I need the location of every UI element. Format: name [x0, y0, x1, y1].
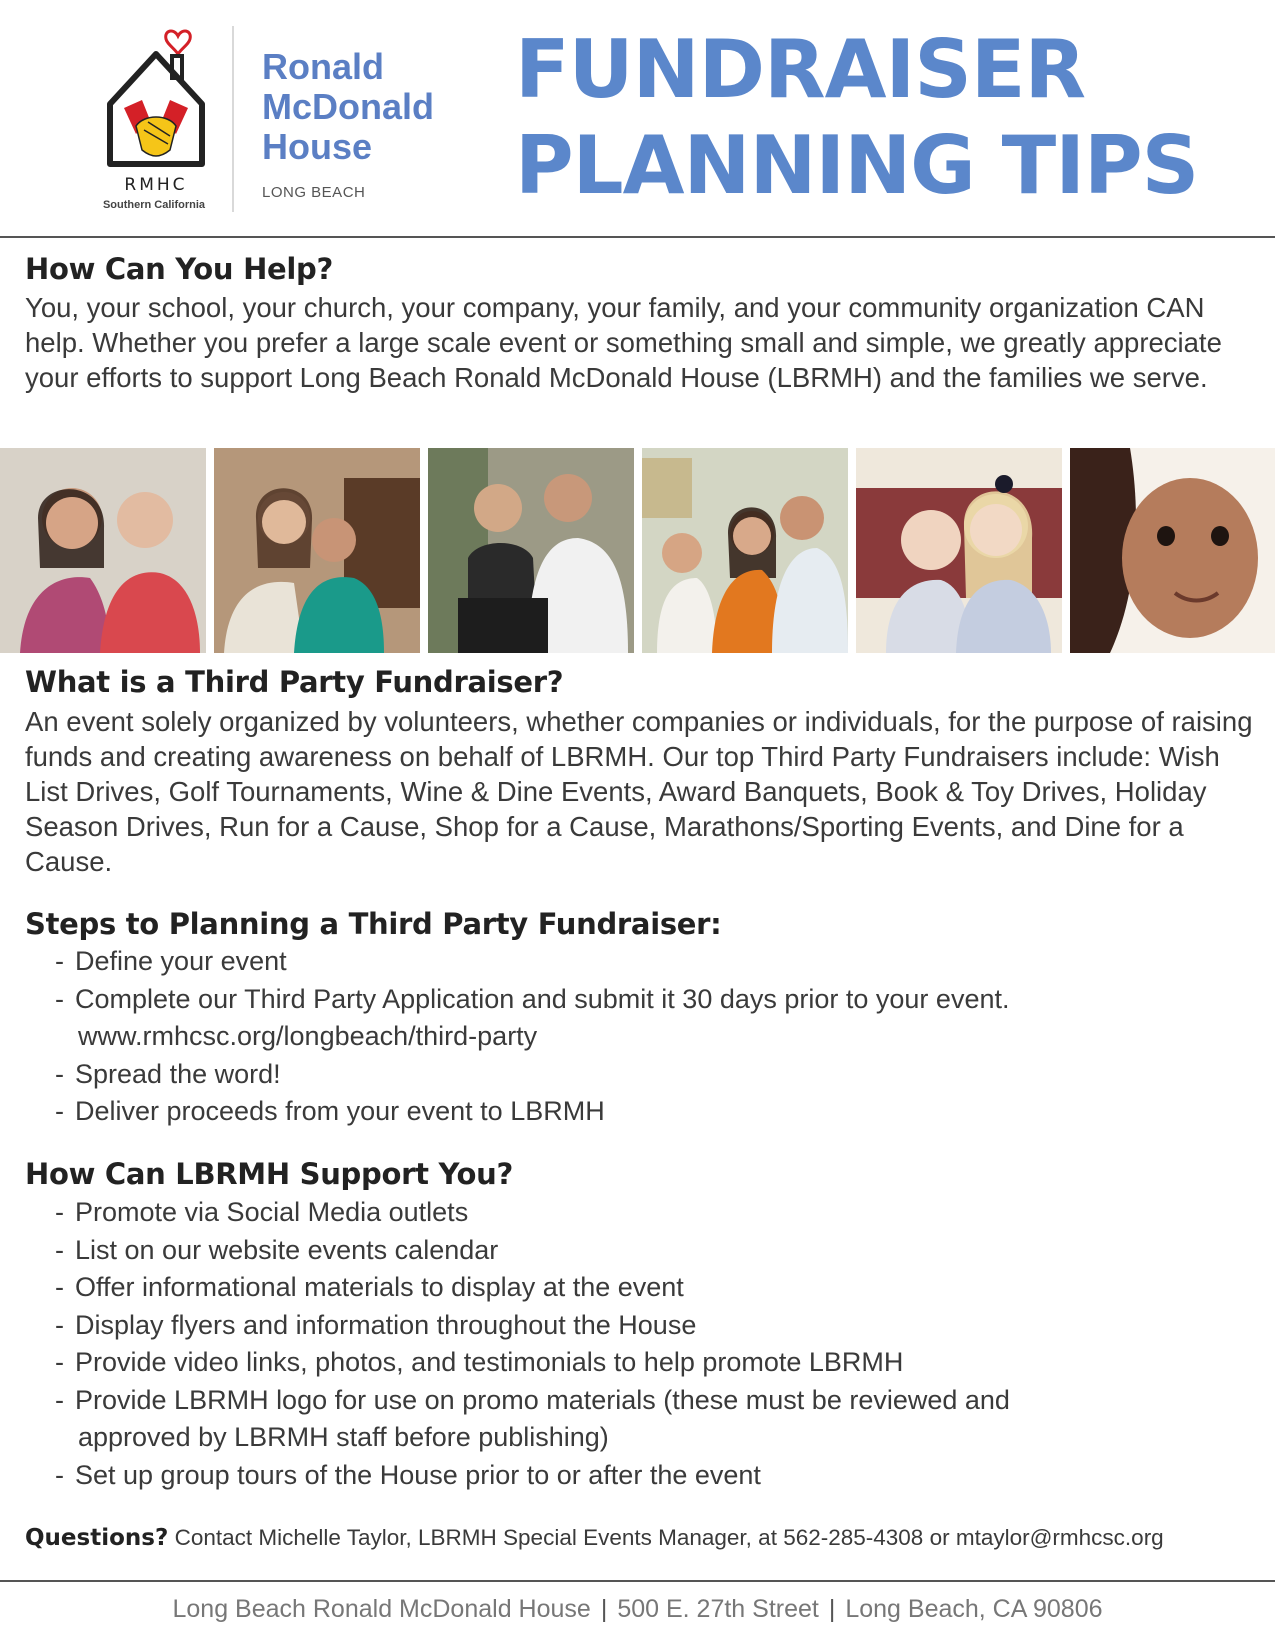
list-item: - List on our website events calendar: [55, 1232, 1255, 1270]
photo-baby-image: [1070, 448, 1275, 653]
footer: [0, 1595, 1275, 1624]
photo-baby: [1070, 448, 1275, 653]
questions-contact[interactable]: Contact Michelle Taylor, LBRMH Special Events Manager, at 562-285-4308 or mtaylor@rmhcsc.org: [174, 1525, 1164, 1550]
footer-divider: [0, 1580, 1275, 1582]
steps-list: [55, 943, 1255, 1131]
list-item: - Promote via Social Media outlets: [55, 1194, 1255, 1232]
footer-street: 500 E. 27th Street: [617, 1595, 819, 1623]
page-title: [515, 22, 1198, 214]
title-line-1: FUNDRAISER: [515, 23, 1086, 116]
photo-mother-son: [214, 448, 420, 653]
support-heading: How Can LBRMH Support You?: [25, 1157, 513, 1191]
house-name-line: McDonald: [262, 86, 435, 127]
house-name: [262, 47, 434, 167]
list-item: - Set up group tours of the House prior to or after the event: [55, 1457, 1255, 1495]
house-name-line: House: [262, 126, 373, 167]
questions-line: [25, 1525, 1164, 1551]
logo-divider: [232, 26, 234, 212]
footer-org: Long Beach Ronald McDonald House: [172, 1595, 591, 1623]
list-item: - Provide video links, photos, and testimonials to help promote LBRMH: [55, 1344, 1255, 1382]
title-line-2: PLANNING TIPS: [515, 119, 1199, 212]
house-name-line: Ronald: [262, 46, 384, 87]
list-item: - Spread the word!: [55, 1056, 1255, 1094]
photo-family-reading: [642, 448, 848, 653]
photo-mother-son-image: [214, 448, 420, 653]
photo-two-women-image: [0, 448, 206, 653]
rmhc-region: Southern California: [102, 199, 206, 211]
third-party-heading: What is a Third Party Fundraiser?: [25, 665, 564, 699]
support-list: [55, 1194, 1255, 1494]
steps-heading: Steps to Planning a Third Party Fundraiser:: [25, 907, 722, 941]
list-item: [55, 981, 1255, 1056]
list-item-text: Provide LBRMH logo for use on promo materials (these must be reviewed and: [75, 1384, 1010, 1415]
photo-two-girls: [856, 448, 1062, 653]
third-party-body: An event solely organized by volunteers, whether companies or individuals, for the purpose of raising funds and creating awareness on behalf of LBRMH. Our top Third Party Fundraisers include: Wish List Drives, Golf Tournaments, Wine & Dine Events, Award Banquets, Book & Toy Drives, Holiday Season Drives, Run for a Cause, Shop for a Cause, Marathons/Sporting Events, and Dine for a Cause.: [25, 706, 1253, 877]
photo-two-women: [0, 448, 206, 653]
rmhc-abbrev: RMHC: [124, 175, 188, 195]
footer-city: Long Beach, CA 90806: [845, 1595, 1103, 1623]
list-item: - Offer informational materials to display at the event: [55, 1269, 1255, 1307]
rmhc-logo: [96, 22, 231, 212]
footer-separator: |: [600, 1595, 608, 1623]
photo-strip: [0, 448, 1275, 653]
list-item: [55, 1382, 1255, 1457]
questions-label: Questions?: [25, 1525, 169, 1551]
list-item: - Display flyers and information throughout the House: [55, 1307, 1255, 1345]
photo-family-reading-image: [642, 448, 848, 653]
help-heading: How Can You Help?: [25, 252, 334, 286]
list-item: - Deliver proceeds from your event to LBRMH: [55, 1093, 1255, 1131]
footer-separator: |: [828, 1595, 836, 1623]
photo-father-son: [428, 448, 634, 653]
list-item: - Define your event: [55, 943, 1255, 981]
list-item-text: Complete our Third Party Application and submit it 30 days prior to your event.: [75, 983, 1010, 1014]
photo-father-son-image: [428, 448, 634, 653]
help-body: You, your school, your church, your company, your family, and your community organization CAN help. Whether you prefer a large scale event or something small and simple, we greatly appreciate your efforts to support Long Beach Ronald McDonald House (LBRMH) and the families we serve.: [25, 292, 1222, 393]
header: [0, 0, 1275, 236]
list-item-continuation: approved by LBRMH staff before publishing): [78, 1422, 609, 1452]
rmhc-house-logo-icon: [96, 22, 231, 212]
house-location: LONG BEACH: [262, 184, 366, 201]
application-link[interactable]: www.rmhcsc.org/longbeach/third-party: [78, 1021, 538, 1051]
photo-two-girls-image: [856, 448, 1062, 653]
header-divider: [0, 236, 1275, 238]
